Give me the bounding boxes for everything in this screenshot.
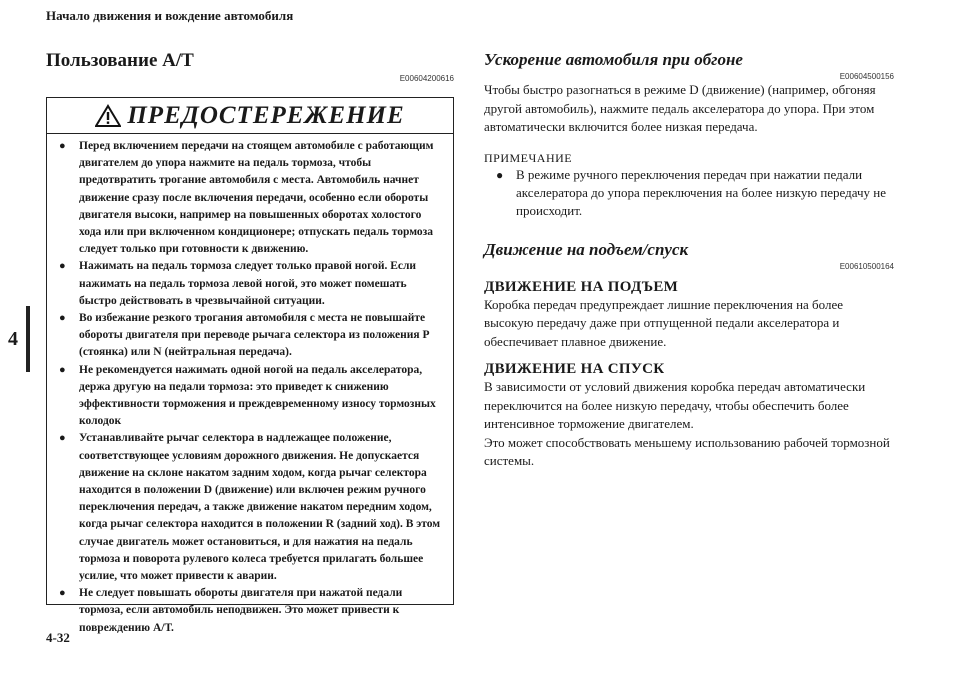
warning-item-text: Устанавливайте рычаг селектора в надлежащее положение, соответствующее условиям дорожного движения. Не допускается движение на склоне накатом задним ходом, когда рычаг селектора находится в положении D (движение) или включен режим ручного переключения передач, а также движение накатом передним ходом, когда рычаг селектора находится в положении R (задний ход). В этом случае двигатель может остановиться, и для нажатия на педаль тормоза и поворота рулевого колеса требуется прилагать большее усилие, что может привести к аварии. — [79, 432, 441, 583]
warning-item-text: Не следует повышать обороты двигателя при нажатой педали тормоза, если автомобиль неподвижен. Это может привести к повреждению А/Т. — [79, 587, 403, 634]
bullet-icon: ● — [59, 260, 66, 273]
note-item — [484, 166, 894, 220]
warning-item-text: Во избежание резкого трогания автомобиля с места не повышайте обороты двигателя при переводе рычага селектора из положения P (стоянка) или N (нейтральная передача). — [79, 312, 429, 359]
right-column — [484, 50, 894, 471]
bullet-icon: ● — [59, 587, 66, 600]
bullet-icon: ● — [496, 167, 504, 182]
chapter-tab: 4 — [0, 306, 30, 372]
warning-item — [57, 585, 443, 637]
note-text: В режиме ручного переключения передач при нажатии педали акселератора до упора переключения на более низкую передачу не происходит. — [516, 166, 887, 218]
bullet-icon: ● — [59, 312, 66, 325]
slope-title: Движение на подъем/спуск — [484, 239, 689, 259]
bullet-icon: ● — [59, 432, 66, 445]
left-column — [46, 50, 454, 634]
warning-title: ПРЕДОСТЕРЕЖЕНИЕ — [127, 102, 405, 129]
warning-item — [57, 430, 443, 585]
warning-box — [46, 97, 454, 634]
uphill-text: Коробка передач предупреждает лишние переключения на более высокую передачу даже при отпущенной педали акселератора и обеспечивает плавное движение. — [484, 296, 844, 349]
warning-item — [57, 310, 443, 362]
uphill-heading: ДВИЖЕНИЕ НА ПОДЪЕМ — [484, 278, 679, 295]
bullet-icon: ● — [59, 140, 66, 152]
overtake-text: Чтобы быстро разогнаться в режиме D (движение) (например, обгоняя другой автомобиль), нажмите педаль акселератора до упора. При этом автоматически включится более низкая передача. — [484, 82, 876, 134]
warning-item-text: Не рекомендуется нажимать одной ногой на педаль акселератора, держа другую на педали тормоза: это приведет к снижению эффективности торможения и преждевременному износу тормозных колодок — [79, 363, 436, 428]
overtake-code: E00604500156 — [839, 72, 894, 81]
note-label: ПРИМЕЧАНИЕ — [484, 150, 573, 165]
downhill-text-1: В зависимости от условий движения коробка передач автоматически переключится на более низкую передачу, чтобы обеспечить более интенсивное торможение двигателем. — [484, 379, 866, 431]
warning-triangle-icon — [95, 104, 121, 128]
slope-code: E00610500164 — [839, 261, 894, 271]
warning-item-text: Нажимать на педаль тормоза следует только правой ногой. Если нажимать на педаль тормоза левой ногой, это может помешать быстро действовать в чрезвычайной ситуации. — [79, 260, 417, 307]
section-title-at-usage: Пользование А/Т — [46, 50, 194, 71]
warning-item-text: Перед включением передачи на стоящем автомобиле с работающим двигателем до упора нажмите на педаль тормоза, чтобы предотвратить трогание автомобиля с места. Автомобиль начнет движение сразу после включения передачи, особенно если обороты двигателя высоки, например на повышенных оборотах холостого хода или при включенном кондиционере; отпускать педаль тормоза следует только при готовности к движению. — [79, 140, 434, 256]
warning-item — [57, 258, 443, 310]
warning-item — [57, 362, 443, 431]
overtake-title: Ускорение автомобиля при обгоне — [484, 50, 743, 69]
downhill-heading: ДВИЖЕНИЕ НА СПУСК — [484, 361, 665, 377]
warning-item — [57, 138, 443, 258]
running-header: Начало движения и вождение автомобиля — [46, 8, 294, 23]
downhill-text-2: Это может способствовать меньшему использованию рабочей тормозной системы. — [484, 434, 890, 468]
warning-header — [47, 102, 453, 134]
warning-list — [57, 138, 443, 637]
page-number: 4-32 — [46, 630, 70, 645]
section-code: E00604200616 — [399, 74, 454, 83]
bullet-icon: ● — [59, 363, 66, 376]
